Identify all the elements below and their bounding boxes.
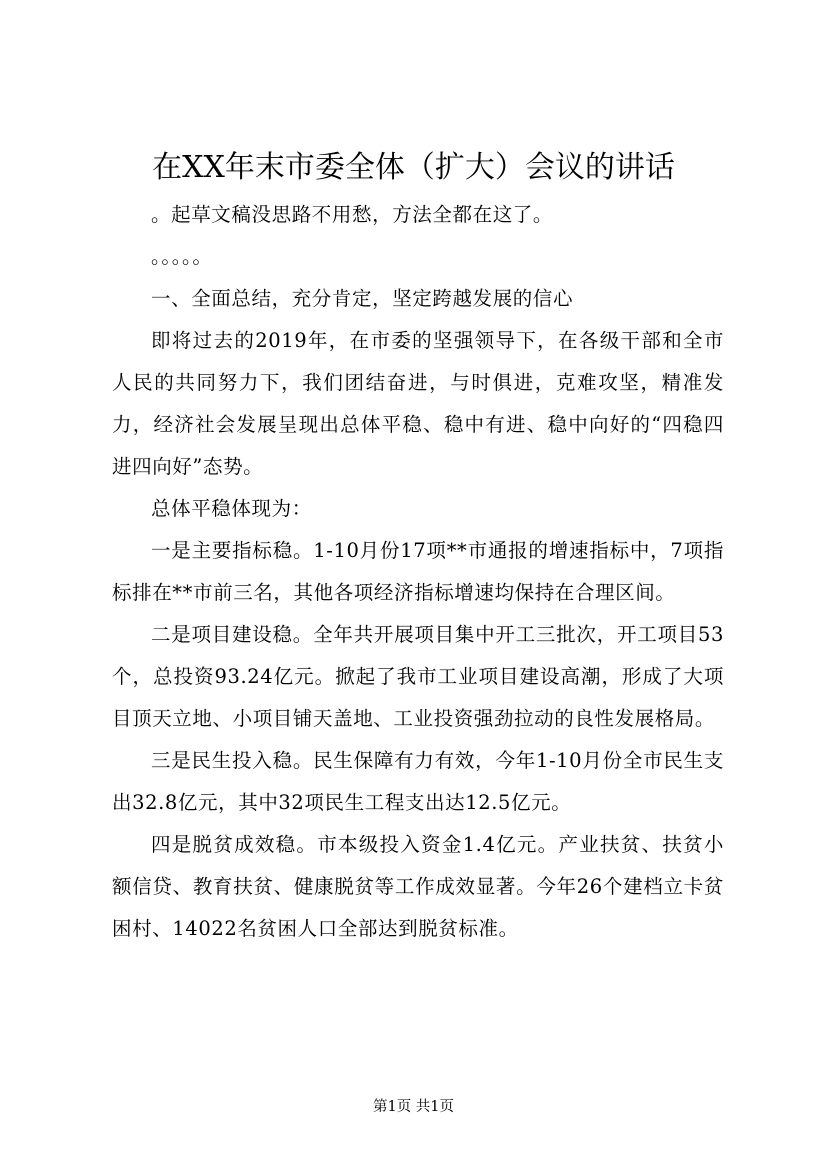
document-body bbox=[112, 194, 724, 950]
paragraph-poverty: 四是脱贫成效稳。市本级投入资金1.4亿元。产业扶贫、扶贫小额信贷、教育扶贫、健康脱贫等工作成效显著。今年26个建档立卡贫困村、14022名贫困人口全部达到脱贫标准。 bbox=[112, 833, 724, 940]
paragraph-indicators: 一是主要指标稳。1-10月份17项**市通报的增速指标中，7项指标排在**市前三名，其他各项经济指标增速均保持在合理区间。 bbox=[112, 539, 724, 604]
paragraph-overview: 即将过去的2019年，在市委的坚强领导下，在各级干部和全市人民的共同努力下，我们团结奋进，与时俱进，克难攻坚，精准发力，经济社会发展呈现出总体平稳、稳中有进、稳中向好的“四稳四进四向好”态势。 bbox=[112, 329, 724, 478]
document-title: 在XX年末市委全体（扩大）会议的讲话 bbox=[152, 150, 675, 185]
intro-line: 。起草文稿没思路不用愁，方法全都在这了。 bbox=[151, 203, 554, 226]
ellipsis-line: 。。。。。 bbox=[151, 245, 213, 268]
paragraph-stable-summary: 总体平稳体现为： bbox=[151, 497, 312, 520]
paragraph-livelihood: 三是民生投入稳。民生保障有力有效，今年1-10月份全市民生支出32.8亿元，其中32项民生工程支出达12.5亿元。 bbox=[112, 749, 724, 814]
page-footer: 第1页 共1页 bbox=[372, 1099, 455, 1115]
section-heading: 一、全面总结，充分肯定，坚定跨越发展的信心 bbox=[151, 287, 574, 310]
paragraph-projects: 二是项目建设稳。全年共开展项目集中开工三批次，开工项目53个，总投资93.24亿元。掀起了我市工业项目建设高潮，形成了大项目顶天立地、小项目铺天盖地、工业投资强劲拉动的良性发展格局。 bbox=[112, 623, 724, 730]
